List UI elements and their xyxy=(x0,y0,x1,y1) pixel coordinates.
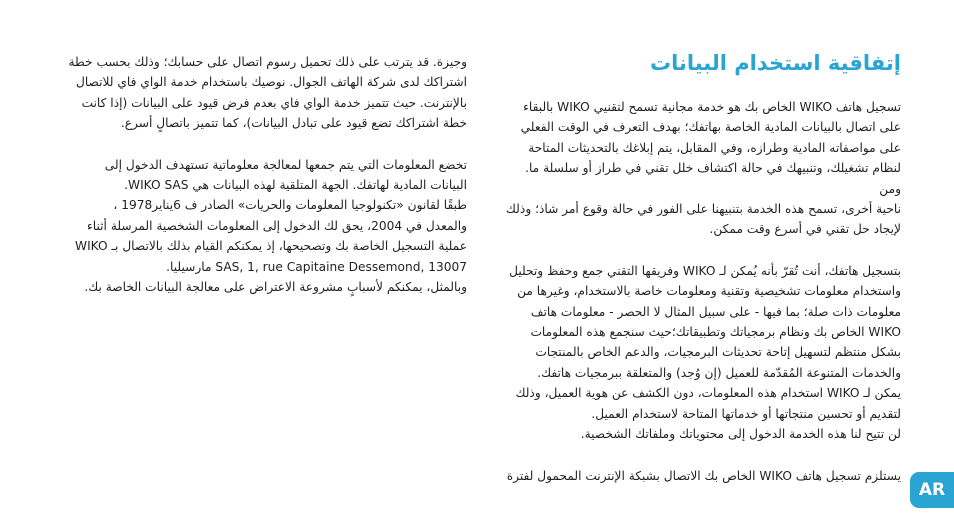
text-line: والخدمات المتنوعة المُقدّمة للعميل (إن وُجد) والمتعلقة ببرمجيات هاتفك. xyxy=(537,365,901,380)
text-line: وجيزة. قد يترتب على ذلك تحميل رسوم اتصال على حسابك؛ وذلك بحسب خطة xyxy=(68,55,467,69)
text-line: تخضع المعلومات التي يتم جمعها لمعالجة معلوماتية تستهدف الدخول إلى xyxy=(104,157,467,172)
text-line: يستلزم تسجيل هاتف WIKO الخاص بك الاتصال بشبكة الإنترنت المحمول لفترة xyxy=(506,468,901,483)
text-line: على اتصال بالبيانات المادية الخاصة بهاتفك؛ بهدف التعرف في الوقت الفعلي xyxy=(520,120,901,135)
text-line: والمعدل في 2004، يحق لك الدخول إلى المعلومات الشخصية المرسلة أثناء xyxy=(87,218,467,233)
text-line: لنظام تشغيلك، وتنبيهك في حالة اكتشاف خلل تقني في طراز أو سلسلة ما. ومن xyxy=(525,161,901,196)
text-line: طبقًا لقانون «تكنولوجيا المعلومات والحريات» الصادر ف 6يناير1978 ، xyxy=(113,198,467,213)
text-line: بشكل منتظم لتسهيل إتاحة تحديثات البرمجيات، والدعم الخاص بالمنتجات xyxy=(535,345,901,360)
text-line: خطة اشتراكك تضع قيود على تبادل البيانات)، كما تتميز باتصالٍ أسرع. xyxy=(120,116,467,131)
language-badge: AR xyxy=(910,472,954,508)
text-line: لإيجاد حل تقني في أسرع وقت ممكن. xyxy=(709,222,901,237)
text-line: يمكن لـ WIKO استخدام هذه المعلومات، دون الكشف عن هوية العميل، وذلك xyxy=(515,386,901,401)
text-line: SAS, 1, rue Capitaine Dessemond, 13007 مارسيليا. xyxy=(166,259,467,274)
text-line: تسجيل هاتف WIKO الخاص بك هو خدمة مجانية تسمح لتقنيي WIKO بالبقاء xyxy=(523,100,901,114)
page-title: إتفاقية استخدام البيانات xyxy=(649,51,901,75)
text-line: البيانات المادية لهاتفك. الجهة المتلقية لهذه البيانات هي WIKO SAS. xyxy=(124,178,467,193)
paragraph-registration-intro xyxy=(500,97,901,240)
paragraph-internet-connection xyxy=(500,466,901,486)
text-line: وبالمثل، يمكنكم لأسبابٍ مشروعة الاعتراض على معالجة البيانات الخاصة بك. xyxy=(84,280,467,295)
text-line: بتسجيل هاتفك، أنت تُقرّ بأنه يُمكن لـ WIKO وفريقها التقني جمع وحفظ وتحليل xyxy=(509,263,901,278)
paragraph-gap xyxy=(60,134,467,155)
text-line: لتقديم أو تحسين منتجاتها أو خدماتها المتاحة لاستخدام العميل. xyxy=(591,406,901,421)
paragraph-data-charges xyxy=(60,52,467,134)
paragraph-gap xyxy=(500,445,901,466)
text-line: بالإنترنت. حيث تتميز خدمة الواي فاي بعدم فرض قيود على البيانات (إذا كانت xyxy=(81,95,467,110)
right-text-column xyxy=(500,97,901,486)
text-line: لن تتيح لنا هذه الخدمة الدخول إلى محتوياتك وملفاتك الشخصية. xyxy=(580,427,901,442)
text-line: اشتراكك لدى شركة الهاتف الجوال. نوصيك باستخدام خدمة الواي فاي للاتصال xyxy=(75,75,467,90)
text-line: WIKO الخاص بك ونظام برمجياتك وتطبيقاتك؛حيث سنجمع هذه المعلومات xyxy=(530,325,901,340)
text-line: واستخدام معلومات تشخيصية وتقنية ومعلومات خاصة بالاستخدام، وغيرها من xyxy=(517,284,901,299)
text-line: على مواصفاته المادية وطرازه، وفي المقابل، يتم إبلاغك بالتحديثات المتاحة xyxy=(528,140,901,155)
left-text-column xyxy=(60,52,467,297)
text-line: ناحية أخرى، تسمح هذه الخدمة بتنبيهنا على الفور في حالة وقوع أمر شاذ؛ وذلك xyxy=(505,202,901,217)
paragraph-privacy-rights xyxy=(60,155,467,298)
paragraph-data-collection xyxy=(500,261,901,445)
text-line: عملية التسجيل الخاصة بك وتصحيحها، إذ يمكنكم القيام بذلك بالاتصال بـ WIKO xyxy=(75,239,467,254)
paragraph-gap xyxy=(500,240,901,261)
text-line: معلومات ذات صلة؛ بما فيها - على سبيل المثال لا الحصر - معلومات هاتف xyxy=(530,304,901,319)
